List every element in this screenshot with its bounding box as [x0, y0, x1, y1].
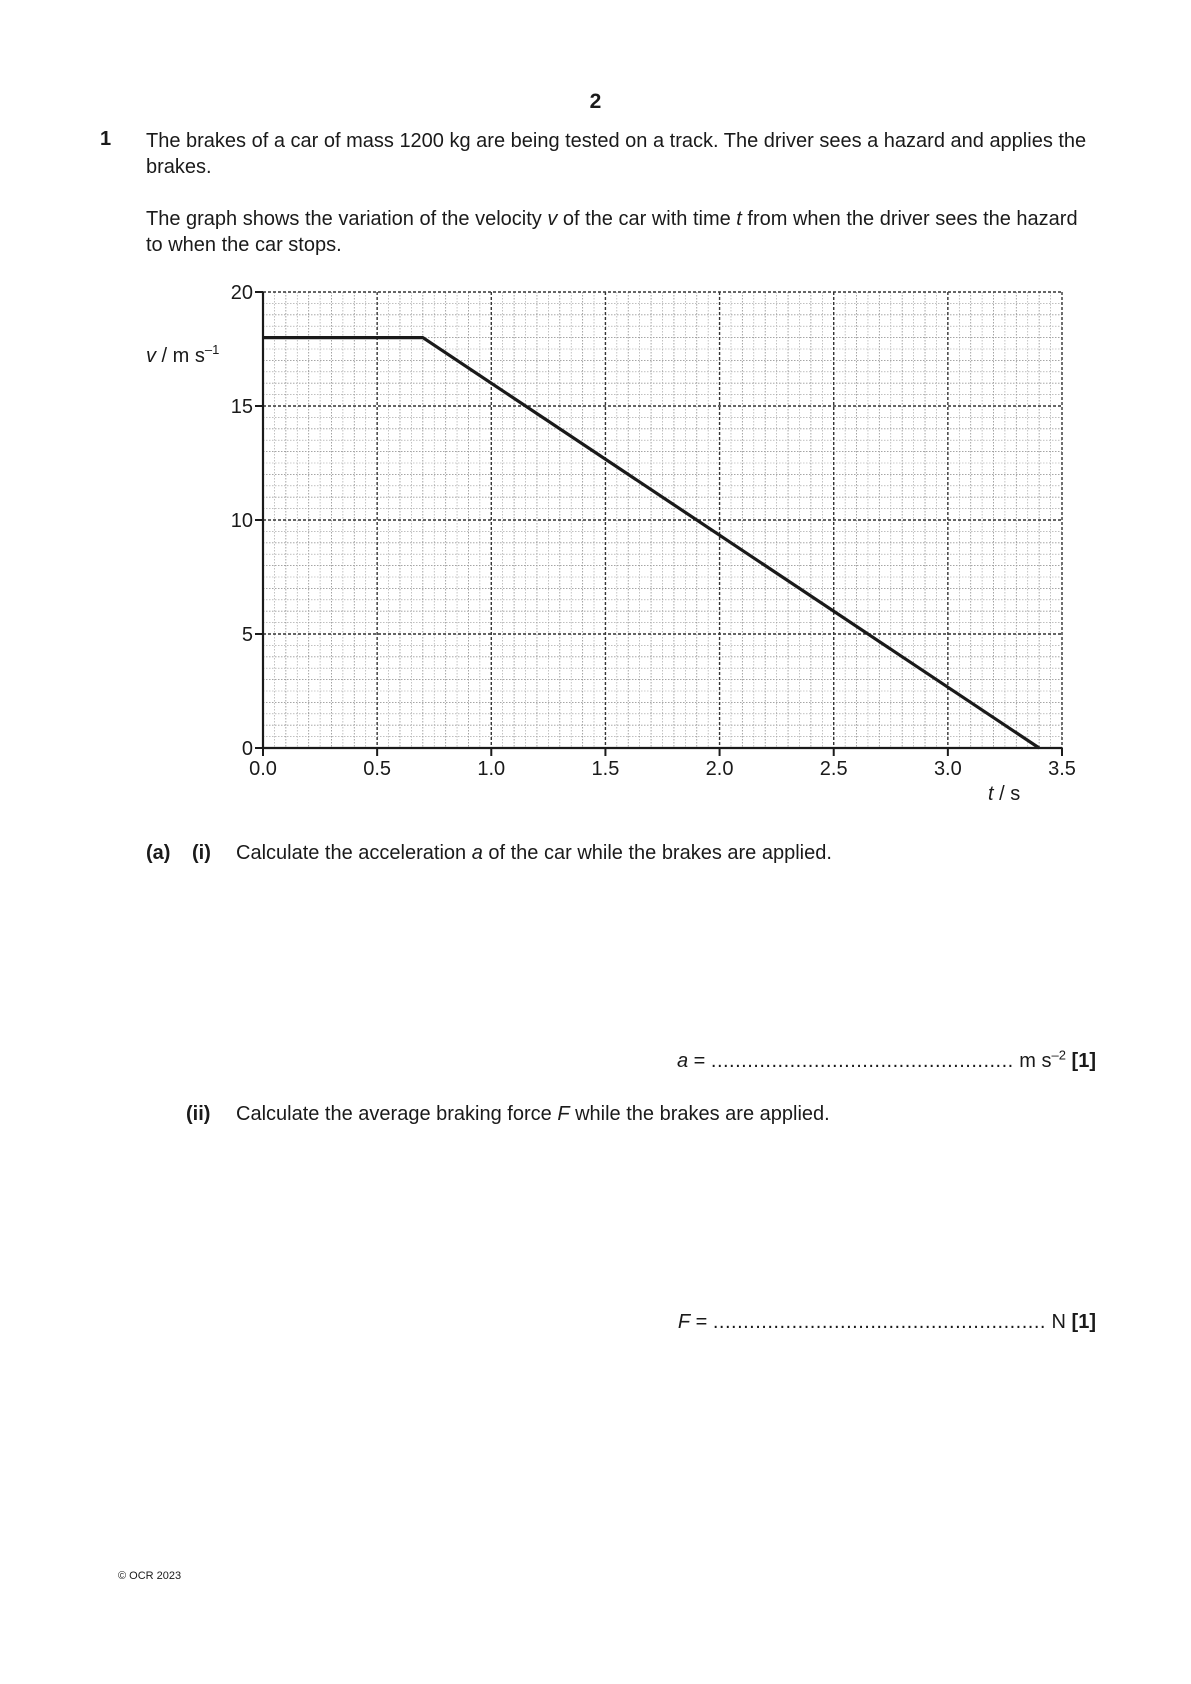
x-tick-label: 2.5 [819, 758, 848, 780]
answer-line-a[interactable] [676, 1047, 1096, 1073]
answer-line-f[interactable] [678, 1311, 1096, 1334]
y-tick-label: 5 [241, 624, 253, 646]
page-number: 2 [589, 90, 602, 113]
part-a-i-var: a [471, 842, 483, 864]
answer-f-var: F [677, 1311, 691, 1333]
answer-a-var: a [676, 1050, 689, 1072]
x-tick-label: 0.0 [249, 758, 277, 780]
answer-a-dots: .................................................. [710, 1050, 1014, 1072]
part-a-i-label: (i) [192, 842, 211, 864]
x-tick-label: 2.0 [705, 758, 734, 780]
answer-a-marks: [1] [1071, 1050, 1096, 1072]
graph-desc-text-1: The graph shows the variation of the velocity [146, 208, 548, 230]
x-tick-label: 3.5 [1048, 758, 1076, 780]
copyright-footer: © OCR 2023 [118, 1570, 182, 1582]
x-axis-label: t / s [988, 783, 1021, 805]
graph-desc-var-v: v [547, 208, 558, 230]
x-tick-label: 1.0 [477, 758, 506, 780]
y-tick-label: 0 [241, 738, 253, 760]
graph-desc-text-3: from when the driver sees the hazard to when the car stops. [146, 208, 1078, 256]
answer-a-eq: = [688, 1050, 711, 1072]
part-a-ii-label: (ii) [186, 1103, 211, 1125]
part-a-label: (a) [146, 842, 171, 864]
answer-f-eq: = [690, 1311, 713, 1333]
part-a-i-text-2: of the car while the brakes are applied. [482, 842, 832, 864]
grid-minor [263, 292, 1062, 748]
y-tick-label: 10 [230, 510, 253, 532]
part-a-ii-text-2: while the brakes are applied. [569, 1103, 830, 1125]
y-tick-label: 20 [230, 282, 253, 304]
answer-a-unit: m s [1019, 1050, 1052, 1072]
x-tick-label: 3.0 [933, 758, 962, 780]
x-tick-label: 0.5 [363, 758, 392, 780]
answer-f-unit: N [1051, 1311, 1066, 1333]
part-a-i-text-1: Calculate the acceleration [236, 842, 472, 864]
y-axis-label: v / m $s^{-1}$ [146, 342, 220, 367]
y-tick-label: 15 [230, 396, 253, 418]
part-a-ii-text-1: Calculate the average braking force [236, 1103, 558, 1125]
graph-desc-text-2: of the car with time [557, 208, 737, 230]
velocity-time-graph [0, 0, 1191, 820]
x-tick-label: 1.5 [591, 758, 620, 780]
part-a-ii-question [236, 1103, 830, 1126]
question-intro: The brakes of a car of mass 1200 kg are being tested on a track. The driver sees a hazard and applies the brakes. [146, 130, 1087, 178]
part-a-ii-var: F [557, 1103, 570, 1125]
graph-desc-var-t: t [736, 208, 742, 230]
answer-a-unit-exp: –2 [1051, 1047, 1066, 1063]
ticks [231, 282, 1076, 780]
question-number: 1 [100, 128, 112, 150]
answer-f-marks: [1] [1071, 1311, 1096, 1333]
answer-f-dots: ....................................................... [712, 1311, 1046, 1333]
part-a-i-question [236, 842, 832, 865]
